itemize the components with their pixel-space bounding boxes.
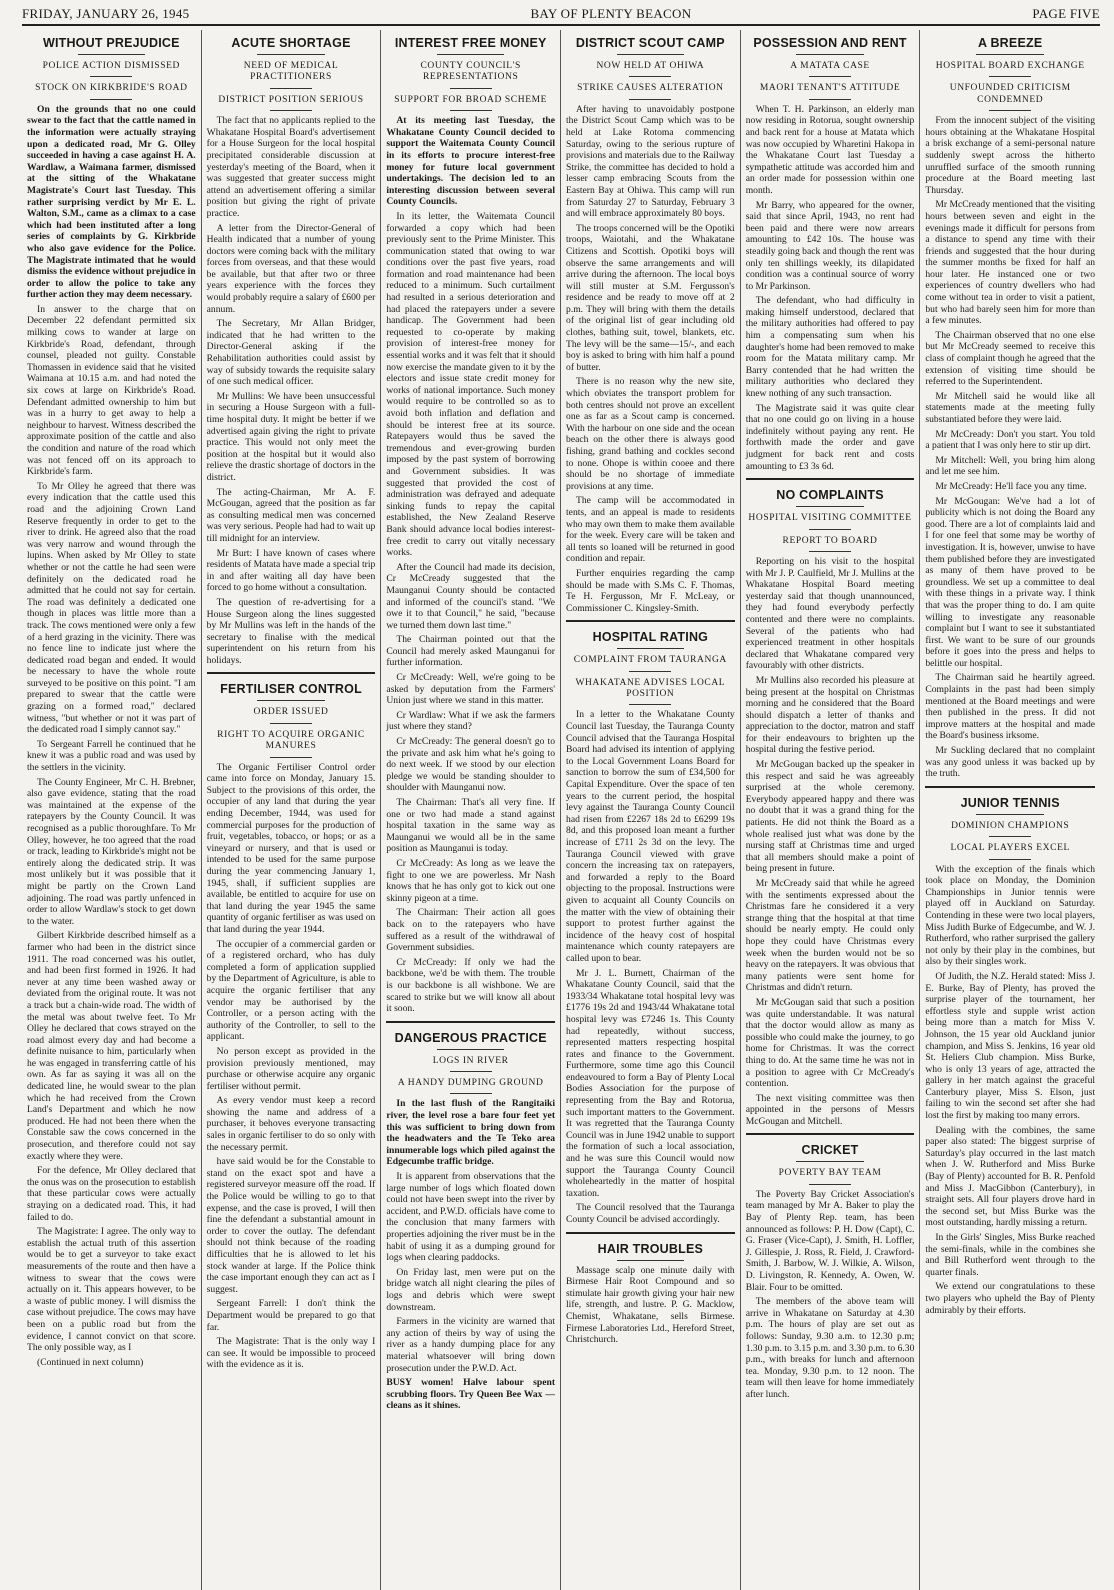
article-paragraph: In answer to the charge that on December 22 defendant permitted six milking cows to wander at large on Kirkbride's Road, defendant, through counsel, pleaded not guilty. Constable Thomassen in evidence said that he visited Waimana at 10.15 a.m. and had noted the six cows at large on Kirkbride's Road. Defendant admitted ownership to him but was in a hurry to get away to help a neighbour to harvest. Witness described the approximate position of the cattle and also the condition and nature of the road which was not fenced off on its approach to Kirkbride's farm.: [27, 303, 196, 478]
article-paragraph: Mr McCready: Don't you start. You told a patient that I was only here to stir up dirt.: [925, 428, 1096, 452]
article-paragraph: The next visiting committee was then appointed in the persons of Messrs McGougan and Mitchell.: [745, 1092, 915, 1127]
article: [207, 36, 376, 666]
headline-rule: [257, 54, 324, 55]
article-paragraph: Mr J. L. Burnett, Chairman of the Whakatane County Council, said that the 1933/34 Whakatane total hospital levy was £1776 19s 2d and 1943/44 Whakatane total hospital levy was £7246 1s. This County had repeatedly, without success, represented matters respecting hospital rates and finance to the Government. Furthermore, some time ago this Council endeavoured to form a Bay of Plenty Local Bodies Association for the purpose of representing from the Bay and Rotorua, such important matters to the Government. It was regretted that the Tauranga County Council was in June 1942 unable to support the formation of such a local association, and he was sure this Council would now support the Tauranga County Council wholeheartedly in the matter of hospital taxation.: [566, 967, 735, 1199]
subheading-rule: [629, 99, 671, 100]
subheading-rule: [270, 88, 312, 89]
article-paragraph: Further enquiries regarding the camp should be made with S.Ms C. F. Thomas, Te H. Fergusson, Mr F. McLeay, or Commissioner C. Kingsley-Smith.: [566, 567, 735, 614]
article-paragraph: Reporting on his visit to the hospital with Mr J. P. Caulfield, Mr J. Mullins at the Whakatane Hospital Board meeting yesterday said that though unannounced, they had found everybody perfectly contented and there were no complaints. Several of the patients who had experienced treatment in other hospitals declared that Whakatane compared very favourably with other districts.: [745, 555, 915, 672]
article-paragraph: Sergeant Farrell: I don't think the Department would be prepared to go that far.: [206, 1298, 376, 1333]
article: [386, 36, 555, 1015]
article: [566, 620, 735, 1225]
column-5: [741, 30, 921, 1590]
article-subheading: LOCAL PLAYERS EXCEL: [950, 843, 1070, 854]
article-paragraph: When T. H. Parkinson, an elderly man now residing in Rotorua, sought ownership and back rent for a house at Matata which was now occupied by Wharetini Hakopa in the Whakatane Court last Tuesday a sympathetic attitude was accorded him and an order made for possession within one month.: [745, 103, 915, 196]
article-subheading: WHAKATANE ADVISES LOCAL POSITION: [575, 677, 726, 700]
subheading-rule: [989, 836, 1031, 837]
subheading-rule: [809, 1184, 851, 1185]
article-paragraph: Farmers in the vicinity are warned that any action of theirs by way of using the river as a handy dumping place for any material whatsoever will bring down prosecution under the P.W.D. Act.: [386, 1316, 556, 1374]
article-paragraph: (Continued in next column): [37, 1356, 144, 1368]
article: [27, 36, 196, 1368]
article: [925, 786, 1095, 1316]
article-paragraph: Mr Mitchell: Well, you bring him along and let me see him.: [925, 454, 1096, 478]
subheading-rule: [629, 76, 671, 77]
headline-rule: [437, 1049, 504, 1050]
article-paragraph: To Sergeant Farrell he continued that he knew it was a public road and was used by the settlers in the vicinity.: [27, 738, 196, 774]
article-paragraph: Mr McCready mentioned that the visiting hours between seven and eight in the evenings made it difficult for persons from a distance to spend any time with their friends and suggested that the hour during the summer months be fixed for half an hour later. He instanced one or two experiences of country dwellers who had come without tea in order to visit a patient, but who had barely seen him for more than a few minutes.: [925, 199, 1096, 327]
article-paragraph: After the Council had made its decision, Cr McCready suggested that the Maunganui County should be contacted and informed of the council's stand. "We owe it to that Council," he said, "because we turned them down last time.": [386, 561, 556, 631]
article-subheading: MAORI TENANT'S ATTITUDE: [759, 83, 901, 94]
headline-rule: [617, 648, 684, 649]
headline-rule: [796, 1161, 863, 1162]
article-subheading: STRIKE CAUSES ALTERATION: [577, 83, 724, 94]
article-paragraph: Mr McCready said that while he agreed with the sentiments expressed about the Christmas fare he considered it a very strange thing that the hospital at that time should be nearly empty. He could only hope they could have Christmas every week when the burden would not be so heavy on the ratepayers. It was obvious that many patients were sent home for Christmas and didn't return.: [745, 878, 915, 994]
article-headline: A BREEZE: [978, 36, 1043, 50]
headline-rule: [257, 700, 324, 701]
subheading-rule: [809, 99, 851, 100]
article-headline: NO COMPLAINTS: [776, 488, 884, 503]
article: [207, 672, 376, 1153]
headline-rule: [976, 814, 1044, 815]
column-6: [920, 30, 1100, 1590]
article-paragraph: The occupier of a commercial garden or of a registered orchard, who has duly completed a form of application supplied by the Department of Agriculture, is able to acquire the organic fertiliser that any vendor may be authorised by the Controller, or a person acting with the authority of the Controller, to sell to the applicant.: [206, 938, 376, 1043]
article-subheading: NOW HELD AT OHIWA: [596, 61, 705, 71]
issue-date: FRIDAY, JANUARY 26, 1945: [22, 6, 190, 21]
article-paragraph: Mr Mullins: We have been unsuccessful in securing a House Surgeon with a full-time hospital duty. It might be better if we advertised again giving the right to private practice. This would not only meet the position at the hospital but it would also relieve the drastic shortage of doctors in the district.: [206, 390, 376, 483]
article-subheading: STOCK ON KIRKBRIDE'S ROAD: [35, 83, 188, 94]
column-3: [381, 30, 561, 1590]
article-paragraph: The Chairman: That's all very fine. If one or two had made a stand against hospital taxation in the same way as Maunganui we would all be in the same position as Maunganui is today.: [386, 797, 556, 855]
article-paragraph: From the innocent subject of the visiting hours obtaining at the Whakatane Hospital a brisk exchange of a semi-personal nature suddenly swept across the hitherto unruffled surface of the smooth running procedure at the Board meeting last Thursday.: [925, 115, 1096, 196]
article-paragraph: Mr McGougan backed up the speaker in this respect and said he was agreeably surprised at the whole ceremony. Everybody appeared happy and there was no doubt that it was a grand thing for the patients. He did not think the Board as a whole realised just what was done by the nursing staff at Christmas time and urged that all members should make a point of being present in future.: [745, 759, 915, 875]
article-subheading: NEED OF MEDICAL PRACTITIONERS: [243, 61, 339, 83]
article-paragraph: No person except as provided in the provision previously mentioned, may purchase or otherwise acquire any organic fertiliser without permit.: [206, 1045, 376, 1092]
article-paragraph: Cr Wardlaw: What if we ask the farmers just where they stand?: [386, 709, 556, 733]
subheading-rule: [450, 1093, 492, 1094]
article-paragraph: As every vendor must keep a record showing the name and address of a purchaser, it behoves everyone transacting sales in organic fertiliser to do so only with the necessary permit.: [206, 1095, 376, 1153]
article: [746, 1133, 915, 1400]
article-subheading: RIGHT TO ACQUIRE ORGANIC MANURES: [217, 729, 365, 752]
article-paragraph: The camp will be accommodated in tents, and an appeal is made to residents who may own them to make them available for the week. Every care will be taken and all tents so loaned will be returned in good condition and repair.: [566, 495, 735, 565]
page-number: PAGE FIVE: [1032, 6, 1100, 21]
article-paragraph: Mr McGougan said that such a position was quite understandable. It was natural that the doctor would allow as many as possible who could make the journey, to go home for Christmas. It was the correct thing to do. At the same time he was not in a position to agree with Cr McCready's contention.: [745, 996, 915, 1090]
article-paragraph: Mr Mullins also recorded his pleasure at being present at the hospital on Christmas morning and he considered that the Board should dispatch a letter of thanks and appreciation to the doctor, matron and staff for their endeavours to brighten up the hospital during the festive period.: [745, 674, 915, 756]
article-headline: INTEREST FREE MONEY: [394, 36, 547, 50]
article-paragraph: have said would be for the Constable to stand on the exact spot and have a registered surveyor measure off the road. If the Police would be willing to go to that expense, and the case is proved, I will then fine the defendant a substantial amount in order to cover the outlay. The defendant should not think because of the roading difficulties that he is allowed to let his stock wander at large. If the Police think the case important enough they can act as I suggest.: [206, 1156, 376, 1295]
subheading-rule: [270, 757, 312, 758]
article-paragraph: The Chairman pointed out that the Council had merely asked Maunganui for further information.: [386, 634, 556, 669]
subheading-rule: [989, 76, 1031, 77]
article-paragraph: In the Girls' Singles, Miss Burke reached the semi-finals, while in the combines she and Bill Rutherford went through to the quarter finals.: [925, 1232, 1096, 1278]
article-paragraph: Mr McGougan: We've had a lot of publicity which is not doing the Board any good. There are a lot of complaints laid and I for one feel that some may be worthy of investigation. It is, however, unwise to have them published before they are investigated as many of them have proved to be groundless. We set up a committee to deal with these things in a private way. I think that was the proper thing to do. I am quite willing to investigate any reasonable complaint but I want to see it substantiated first. We want to be sure of our grounds before it goes into the press and helps to belittle our hospital.: [925, 495, 1096, 669]
headline-rule: [617, 1260, 684, 1261]
article-paragraph: Massage scalp one minute daily with Birmese Hair Root Compound and so stimulate hair growth giving your hair new life, strength, and lustre. P. G. Macklow, Chemist, Whakatane, sells Birmese. Firmese Laboratories Ltd., Hereford Street, Christchurch.: [566, 1264, 735, 1346]
headline-rule: [796, 54, 863, 55]
article-paragraph: The defendant, who had difficulty in making himself understood, declared that the military authorities had offered to pay him a compensating sum when his daughter's home had been removed to make room for the Matata military camp. Mr Barry contended that he had written the military authorities who declared they knew nothing of any such transaction.: [745, 295, 915, 400]
article-headline: DISTRICT SCOUT CAMP: [575, 36, 725, 50]
article-paragraph: The Magistrate said it was quite clear that no one could go on living in a house indefinitely without paying any rent. He forthwith made the order and gave judgment for back rent and costs amounting to £3 3s 6d.: [745, 402, 915, 472]
article: [746, 478, 915, 1127]
article-subheading: DOMINION CHAMPIONS: [951, 820, 1070, 831]
subheading-rule: [450, 88, 492, 89]
article-subheading: COMPLAINT FROM TAURANGA: [573, 655, 727, 666]
article-headline: HAIR TROUBLES: [597, 1241, 704, 1256]
subheading-rule: [90, 99, 132, 100]
article-subheading: HOSPITAL BOARD EXCHANGE: [935, 61, 1085, 71]
article: [566, 36, 735, 614]
article-paragraph: With the exception of the finals which took place on Monday, the Dominion Championships in Junior tennis were played off in Auckland on Saturday. Contending in these were two local players, Miss Judith Burke of Edgecumbe, and W. J. Rutherford, who rather surprised the gallery not only by their play in the combines, but also by their singles work.: [925, 863, 1096, 968]
headline-rule: [78, 54, 145, 55]
article-paragraph: The Chairman said he heartily agreed. Complaints in the past had been simply mentioned at the Board meetings and were then published in the press. It did not improve matters at the hospital and made the Board's business irksome.: [925, 672, 1096, 742]
subheading-rule: [90, 76, 132, 77]
article-paragraph: The Secretary, Mr Allan Bridger, indicated that he had written to the Director-General asking if the Rehabilitation authorities could assist by way of subsidy towards the requisite salary of one such medical officer.: [206, 318, 376, 388]
columns: [22, 30, 1100, 1590]
article: [386, 1377, 555, 1412]
article-headline: HOSPITAL RATING: [592, 630, 709, 645]
article-paragraph: For the defence, Mr Olley declared that the onus was on the prosecution to establish that these particular cows were actually straying on a dedicated road. This, it had failed to do.: [27, 1165, 196, 1223]
column-2: [202, 30, 382, 1590]
paper-name: BAY OF PLENTY BEACON: [530, 6, 692, 21]
article-paragraph: There is no reason why the new site, which obviates the transport problem for both centres should not prove an excellent one as far as a Scout camp is concerned. With the harbour on one side and the ocean beach on the other there is always good fishing, grand bathing and cockles second to none. Ohope is within cooee and there should be no shortage of immediate provisions at any time.: [566, 376, 735, 492]
article-paragraph: BUSY women! Halve labour spent scrubbing floors. Try Queen Bee Wax —cleans as it shines.: [386, 1377, 556, 1412]
article-paragraph: The acting-Chairman, Mr A. F. McGougan, agreed that the position as far as consulting medical men was concerned was very serious. People had had to wait up till midnight for an interview.: [206, 486, 376, 544]
article-paragraph: The question of re-advertising for a House Surgeon along the lines suggested by Mr Mullins was left in the hands of the secretary to finalise with the medical superintendent on his return from his holidays.: [206, 596, 376, 666]
article-paragraph: Mr Suckling declared that no complaint was any good unless it was backed up by the truth.: [925, 745, 1096, 780]
article-subheading: DISTRICT POSITION SERIOUS: [218, 94, 364, 105]
article-paragraph: At its meeting last Tuesday, the Whakatane County Council decided to support the Waitemata County Council in its efforts to procure interest-free money for future local government undertakings. The decision led to an interesting discussion between several County Councils.: [386, 115, 556, 208]
article-subheading: COUNTY COUNCIL'S REPRESENTATIONS: [420, 61, 521, 83]
article-paragraph: The troops concerned will be the Opotiki troops, Waiotahi, and the Whakatane Citizens and Scottish. Opotiki boys will observe the same arrangements and will arrive during the afternoon. The local boys will still muster at S.M. Fergusson's residence and be ready to move off at 2 p.m. They will bring with them the details of the original list of gear including old clothes, bathing suit, towel, blankets, etc. The levy will be the same—15/-, and each boy is asked to bring with him half a pound of butter.: [566, 222, 735, 373]
column-4: [561, 30, 741, 1590]
article-headline: WITHOUT PREJUDICE: [42, 36, 180, 50]
article-headline: FERTILISER CONTROL: [220, 682, 362, 697]
article-paragraph: The members of the above team will arrive in Whakatane on Saturday at 4.30 p.m. The hours of play are set out as follows: Sunday, 9.30 a.m. to 12.30 p.m; 1.30 p.m. to 3.15 p.m. and 3.30 p.m. to 6.30 p.m., with breaks for lunch and afternoon tea. Monday, 9.30 p.m. to 12 noon. The team will then leave for home immediately after lunch.: [745, 1296, 915, 1400]
article: [746, 36, 915, 472]
article-headline: JUNIOR TENNIS: [960, 795, 1060, 810]
article-subheading: A MATATA CASE: [790, 61, 870, 71]
subheading-rule: [450, 110, 492, 111]
article-subheading: POLICE ACTION DISMISSED: [42, 61, 180, 71]
subheading-rule: [270, 110, 312, 111]
article-paragraph: Cr McCready: The general doesn't go to the private and ask him what he's going to do next week. If we stood by our election pledge we would be standing shoulder to shoulder with Maunganui now.: [386, 736, 556, 794]
subheading-rule: [629, 671, 671, 672]
article: [566, 1232, 735, 1346]
masthead: [22, 6, 1100, 26]
article-paragraph: The Chairman observed that no one else but Mr McCready seemed to receive this class of complaint though he agreed that the extension of visiting time should be referred to the Superintendent.: [925, 329, 1096, 388]
article-paragraph: Mr Barry, who appeared for the owner, said that since April, 1943, no rent had been paid and there were now arrears amounting to £42 10s. The house was steadily going back and though the rent was only ten shillings weekly, its dilapidated condition was a continual source of worry to Mr Parkinson.: [745, 199, 915, 292]
article-subheading: REPORT TO BOARD: [782, 535, 878, 546]
article-paragraph: Gilbert Kirkbride described himself as a farmer who had been in the district since 1911. The road concerned was his outlet, and had been first formed in 1926. It had never at any time been washed away or deviated from the original route. It was not a track but a chain-wide road. The width of the metal was about twelve feet. To Mr Olley he declared that cows strayed on the road almost every day and had become a definite nuisance to him, particularly when he was engaged in transferring cattle of his own. As far as saying it was all on the dedicated line, he would swear to the plan which he had received from the Crown Land's Department and which he now produced. He had not been there when the Constable saw the cows concerned in the prosecution, and therefore could not say exactly where they were.: [27, 930, 196, 1162]
article-paragraph: Dealing with the combines, the same paper also stated: The biggest surprise of Saturday's play occurred in the last match when J. W. Rutherford and Miss Burke (Bay of Plenty) accounted for B. R. Penfold and Miss J. MacGibbon (Canterbury), in straight sets. All four players drove hard in the second set, but Miss Burke was the most outstanding, hardly missing a return.: [925, 1124, 1096, 1229]
article-paragraph: A letter from the Director-General of Health indicated that a number of young doctors were coming back with the military forces from overseas, and that these would be available, but that after two or three years experience with the forces they would probably require a salary of £600 per annum.: [206, 222, 376, 315]
article-headline: ACUTE SHORTAGE: [231, 36, 351, 50]
subheading-rule: [809, 76, 851, 77]
article-subheading: SUPPORT FOR BROAD SCHEME: [394, 94, 548, 105]
article-paragraph: On Friday last, men were put on the bridge watch all night clearing the piles of logs and debris which were swept downstream.: [386, 1266, 556, 1313]
article-paragraph: On the grounds that no one could swear to the fact that the cattle named in the information were actually straying upon a dedicated road, Mr G. Olley succeeded in having a case against H. A. Wardlaw, a Waimana farmer, dismissed at the sitting of the Whakatane Magistrate's Court last Tuesday. This rather surprising verdict by Mr E. L. Walton, S.M., came as a climax to a case which had been instituted after a long series of complaints by G. Kirkbride who also gave evidence for the Police. The Magistrate intimated that he would dismiss the evidence without prejudice in order to allow the police to take any further action they may deem necessary.: [27, 103, 196, 301]
article-paragraph: Mr Burt: I have known of cases where residents of Matata have made a special trip in and after waiting all day have been forced to go home without a consultation.: [206, 547, 376, 594]
article-subheading: ORDER ISSUED: [253, 707, 329, 718]
article: [925, 36, 1095, 780]
subheading-rule: [450, 1071, 492, 1072]
article-paragraph: The Magistrate: That is the only way I can see. It would be impossible to proceed with the evidence as it is.: [206, 1336, 376, 1371]
headline-rule: [796, 506, 863, 507]
article-paragraph: The County Engineer, Mr C. H. Brebner, also gave evidence, stating that the road was maintained at the expense of the ratepayers by the County Council. It was recognised as a public thoroughfare. To Mr Olley, however, he too agreed that the road or track, leading to Kirkbride's might not be entirely along the dedicated strip. It was most unlikely but it was possible that it might be partly on the Crown Land adjoining. The road was partly unfenced in order to allow Wardlaw's stock to get down to the water.: [27, 776, 196, 927]
subheading-rule: [809, 529, 851, 530]
article-headline: POSSESSION AND RENT: [753, 36, 907, 50]
subheading-rule: [989, 859, 1031, 860]
headline-rule: [437, 54, 504, 55]
article-paragraph: In a letter to the Whakatane County Council last Tuesday, the Tauranga County Council advised that the Tauranga Hospital Board had advised its intention of applying to the Local Government Loans Board for sanction to borrow the sum of £34,500 for Capital Expenditure. Over the space of ten years to the current period, the hospital levy against the Tauranga County Council had risen from £2267 18s 2d to £6299 19s 8d, and this proposed loan meant a further increase of £711 2s 3d on the levy. The Tauranga Council viewed with grave concern the increasing tax on ratepayers, and forwarded a reply to the Board objecting to the proposal. Instructions were given to acquaint all County Councils on the matter with the view of obtaining their support to protest further against the incidence of the heavy cost of hospital maintenance which county ratepayers are called upon to bear.: [566, 709, 735, 964]
article-subheading: POVERTY BAY TEAM: [778, 1168, 882, 1179]
article-paragraph: It is apparent from observations that the large number of logs which floated down could not have been swept into the river by accident, and P.W.D. officials have come to the conclusion that many farmers with properties adjoining the river must be in the habit of using it as a dumping ground for logs when clearing paddocks.: [386, 1171, 556, 1264]
article-paragraph: The Poverty Bay Cricket Association's team managed by Mr A. Baker to play the Bay of Plenty Rep. team, has been announced as follows: P. H. Dow (Capt), C. G. Fraser (Vice-Capt), J. Smith, H. Loffler, J. Gillespie, J. Ross, R. Field, J. Crawford-Smith, J. Barbow, W. J. Wilkie, A. Wilson, D. Livingston, R. Kennedy, A. Owen, W. Blair. Four to be omitted.: [745, 1188, 915, 1293]
article-headline: CRICKET: [801, 1143, 859, 1158]
article-paragraph: After having to unavoidably postpone the District Scout Camp which was to be held at Lake Rotoma commencing Saturday, owing to the serious rupture of provisions and materials due to the Railway Strike, the committee has decided to hold a lesser camp embracing Scouts from the Eastern Bay at Ohiwa. This camp will run from Saturday 27 to Saturday, February 3 and will embrace approximately 80 boys.: [566, 103, 735, 220]
article-headline: DANGEROUS PRACTICE: [394, 1030, 547, 1045]
article-paragraph: To Mr Olley he agreed that there was every indication that the cattle used this road and the adjoining Crown Land Reserve frequently in order to get to the river to drink. He agreed also that the road was very narrow and wound through the lupins. When asked by Mr Olley to state whether or not the cattle he had seen were definitely on the dedicated road he admitted that he could not say for certain. The road was definitely a dedicated one though in places was little more than a track. The cows mentioned were only a few of a herd grazing in the vicinity. There was no fence line to indicate just where the dedicated road began and ended. It would be necessary to have the whole route surveyed to be positive on this point. "I am prepared to swear that the cattle were grazing on a formed road," declared witness, "but whether or not it was part of the dedicated road I simply cannot say.": [27, 480, 196, 736]
article-paragraph: We extend our congratulations to these two players who upheld the Bay of Plenty admirably by their efforts.: [925, 1281, 1096, 1316]
subheading-rule: [809, 551, 851, 552]
headline-rule: [617, 54, 684, 55]
article-paragraph: Cr McCready: If only we had the backbone, we'd be with them. The trouble is our backbone is all wishbone. We are scared to strike but we will know all about it soon.: [386, 956, 556, 1015]
article-subheading: LOGS IN RIVER: [432, 1055, 509, 1066]
subheading-rule: [989, 110, 1031, 111]
headline-rule: [976, 54, 1044, 55]
article: [207, 1156, 376, 1371]
article-paragraph: The fact that no applicants replied to the Whakatane Hospital Board's advertisement for a House Surgeon for the local hospital precipitated considerable discussion at yesterday's meeting of the Board, when it was suggested that greater success might attend an advertisement offering a similar position but giving the right of private practice.: [206, 115, 376, 219]
article: [386, 1021, 555, 1374]
article-paragraph: The Chairman: Their action all goes back on to the ratepayers who have suffered as a result of the withdrawal of Government subsidies.: [386, 907, 556, 954]
subheading-rule: [270, 723, 312, 724]
article-paragraph: The Council resolved that the Tauranga County Council be advised accordingly.: [566, 1202, 735, 1226]
article-paragraph: Mr McCready: He'll face you any time.: [935, 480, 1087, 492]
article-paragraph: The Magistrate: I agree. The only way to establish the actual truth of this assertion would be to get a surveyor to take exact measurements of the route and then have a witness to swear that the cows were actually on it. This appears however, to be a waste of public money. I will dismiss the case without prejudice. The cows may have been on a public road but from the evidence, I cannot convict on that score. The only possible way, as I: [27, 1226, 196, 1354]
article-paragraph: In its letter, the Waitemata Council forwarded a copy which had been previously sent to the Prime Minister. This communication stated that owing to war conditions over the past five years, road formation and road maintenance had been reduced to a minimum. Such curtailment had resulted in a serious deterioration and had placed the ratepayers under a severe handicap. The Government had been requested to co-operate by making provision of interest-free money for essential works and it was felt that it should now exercise the mandate given to it by the electors and issue state credit money for works of national importance. Such money would require to be controlled so as to avoid both inflation and deflation and should be interest free at its source. Ratepayers would thus be saved the tremendous and ever-growing burden imposed by the past system of borrowing and Government subsidies. It was suggested that provided the cost of administration was defrayed and adequate sinking funds to repay the capital established, the New Zealand Reserve Bank should advance local bodies interest-free credit to carry out vitally necessary works.: [386, 210, 556, 559]
article-paragraph: In the last flush of the Rangitaiki river, the level rose a bare four feet yet this was sufficient to bring down from the headwaters and the Te Teko area innumerable logs which piled against the Edgecumbe traffic bridge.: [386, 1098, 556, 1168]
article-subheading: UNFOUNDED CRITICISM CONDEMNED: [949, 83, 1071, 105]
article-paragraph: Cr McCready: As long as we leave the fight to one we are powerless. Mr Nash knows that he has only got to kick out one skinny pigeon at a time.: [386, 857, 556, 904]
article-subheading: A HANDY DUMPING GROUND: [397, 1078, 544, 1089]
article-paragraph: Of Judith, the N.Z. Herald stated: Miss J. E. Burke, Bay of Plenty, has proved the surprise player of the tournament, her effortless style and supple wrist action being more than a match for Miss V. Johnson, the 15 year old Auckland junior champion, and Miss S. Jenkins, 16 year old St. Heliers Club champion. Miss Burke, who is only 13 years of age, attracted the gallery in her match against the graceful Canterbury player, Miss S. Elson, just failing to win the second set after she had lost the first by making too many errors.: [925, 970, 1096, 1122]
article-paragraph: Mr Mitchell said he would like all statements made at the meeting fully substantiated before they were laid.: [925, 390, 1096, 426]
article-paragraph: The Organic Fertiliser Control order came into force on Monday, January 15. Subject to the provisions of this order, the occupier of any land that during the year ending December, 1944, was used for commercial purposes for the production of fruit, vegetables, tobacco, or hops; or as a vineyard or nursery, and that is used or intended to be used for the same purpose during the year commencing January 1, 1945, shall, if sufficient supplies are available, be entitled to acquire for use on that land during the year 1945 the same quantity of organic fertiliser as was used on that land during the year 1944.: [206, 761, 376, 935]
column-1: [22, 30, 202, 1590]
subheading-rule: [629, 704, 671, 705]
article-subheading: HOSPITAL VISITING COMMITTEE: [748, 513, 912, 524]
article-paragraph: Cr McCready: Well, we're going to be asked by deputation from the Farmers' Union just where we stand in this matter.: [386, 672, 556, 707]
